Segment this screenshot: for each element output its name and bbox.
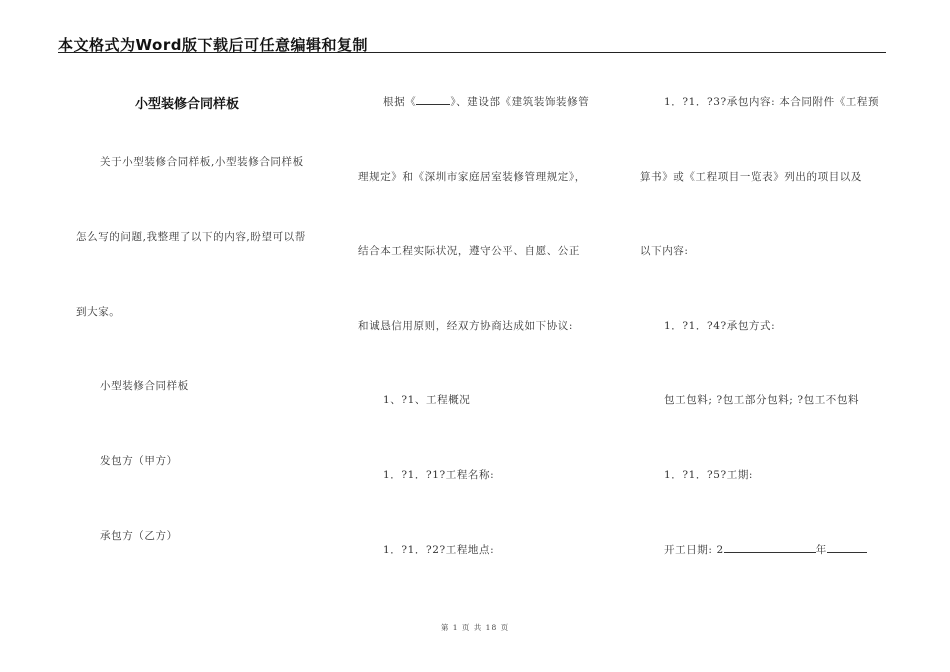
col1-line-5: 发包方（甲方） xyxy=(100,455,178,467)
month-blank xyxy=(827,542,867,553)
document-header-title: 本文格式为Word版下载后可任意编辑和复制 xyxy=(58,36,368,54)
fill-in-blank xyxy=(416,94,450,105)
col1-line-6: 承包方（乙方） xyxy=(100,530,178,542)
col2-line-1 xyxy=(383,94,589,109)
col2-line-7: 1．?1．?2?工程地点: xyxy=(383,544,495,556)
col1-line-3: 到大家。 xyxy=(76,306,121,318)
year-label: 年 xyxy=(815,544,827,556)
year-blank xyxy=(724,542,816,553)
start-date-label: 开工日期: 2 xyxy=(664,544,724,556)
col3-line-1: 1．?1．?3?承包内容: 本合同附件《工程预 xyxy=(664,96,880,108)
col3-line-7 xyxy=(664,542,867,557)
page-footer: 第 1 页 共 18 页 xyxy=(440,623,510,632)
document-title: 小型装修合同样板 xyxy=(135,97,240,112)
col3-line-2: 算书》或《工程项目一览表》列出的项目以及 xyxy=(640,171,862,183)
col2-line-1-end: 》、建设部《建筑装饰装修管 xyxy=(450,96,590,108)
col3-line-5: 包工包料; ?包工部分包料; ?包工不包料 xyxy=(664,394,860,406)
col2-line-5: 1、?1、工程概况 xyxy=(383,394,471,406)
col2-line-4: 和诚恳信用原则，经双方协商达成如下协议: xyxy=(358,320,574,332)
header-divider xyxy=(58,52,886,53)
col1-line-2: 怎么写的问题,我整理了以下的内容,盼望可以帮 xyxy=(76,231,306,243)
col3-line-4: 1．?1．?4?承包方式: xyxy=(664,320,776,332)
col1-line-4: 小型装修合同样板 xyxy=(100,380,189,392)
col1-line-1: 关于小型装修合同样板,小型装修合同样板 xyxy=(100,156,304,168)
col2-line-1-start: 根据《 xyxy=(383,96,417,108)
col3-line-6: 1．?1．?5?工期: xyxy=(664,469,754,481)
col2-line-2: 理规定》和《深圳市家庭居室装修管理规定》， xyxy=(358,171,586,183)
col2-line-3: 结合本工程实际状况，遵守公平、自愿、公正 xyxy=(358,245,580,257)
col3-line-3: 以下内容: xyxy=(640,245,689,257)
col2-line-6: 1．?1．?1?工程名称: xyxy=(383,469,495,481)
